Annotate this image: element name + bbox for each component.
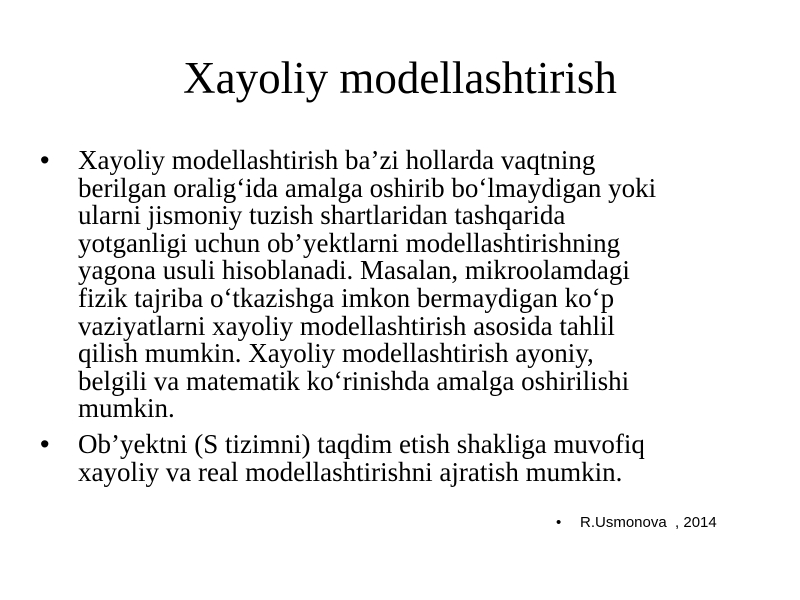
footer-bullet-icon: •: [556, 514, 562, 531]
bullet-item-1: [40, 147, 760, 423]
bullet-line: fizik tajriba o‘tkazishga imkon bermaydigan ko‘p: [78, 282, 615, 313]
bullet-line: Ob’yektni (S tizimni) taqdim etish shakliga muvofiq: [78, 428, 645, 459]
bullet-line: yagona usuli hisoblanadi. Masalan, mikroolamdagi: [78, 255, 630, 286]
bullet-line: berilgan oralig‘ida amalga oshirib bo‘lmaydigan yoki: [78, 172, 657, 203]
author-credit-text: R.Usmonova , 2014: [580, 514, 717, 531]
bullet-item-2: [40, 428, 760, 487]
bullet-line: ularni jismoniy tuzish shartlaridan tashqarida: [78, 200, 566, 231]
bullet-line: yotganligi uchun ob’yektlarni modellashtirishning: [78, 227, 621, 258]
bullet-line: qilish mumkin. Xayoliy modellashtirish ayoniy,: [78, 338, 594, 369]
bullet-line: vaziyatlarni xayoliy modellashtirish asosida tahlil: [78, 310, 615, 341]
author-credit: [556, 513, 717, 533]
bullet-point-icon: •: [40, 428, 50, 459]
bullet-line: Xayoliy modellashtirish ba’zi hollarda vaqtning: [78, 145, 596, 175]
bullet-line: belgili va matematik ko‘rinishda amalga oshirilishi: [78, 365, 630, 396]
slide-title: Xayoliy modellashtirish: [183, 53, 617, 103]
bullet-list: [40, 147, 760, 486]
bullet-line: mumkin.: [78, 393, 175, 424]
bullet-point-icon: •: [40, 145, 50, 175]
bullet-line: xayoliy va real modellashtirishni ajratish mumkin.: [78, 456, 623, 487]
